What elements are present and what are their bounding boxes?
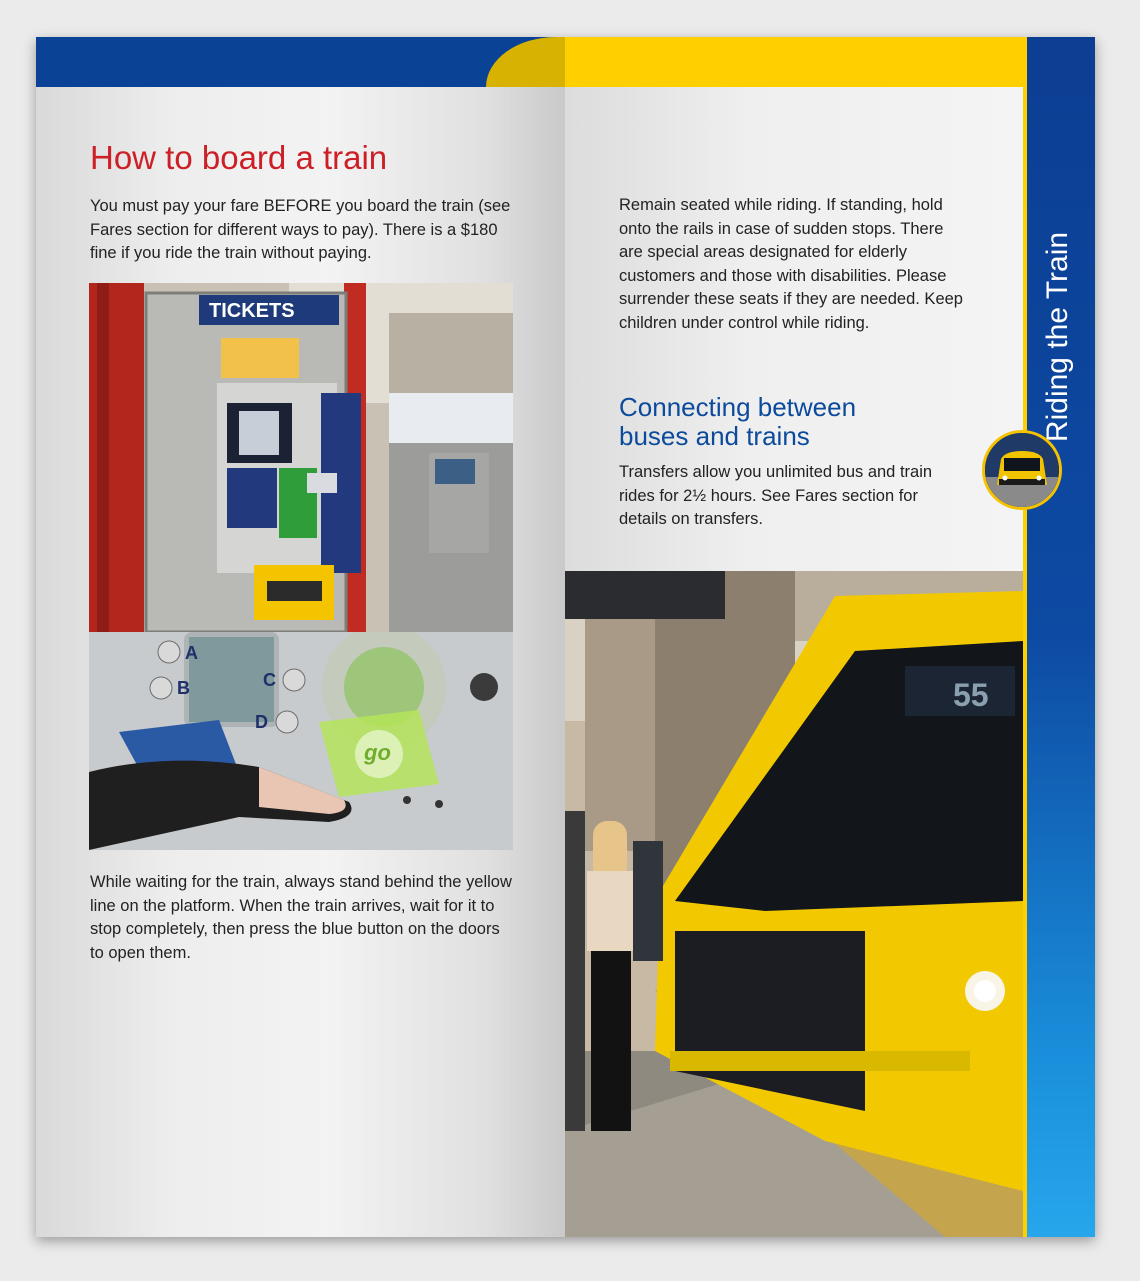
button-b-label: B [177,678,190,698]
page-title: How to board a train [90,139,388,176]
card-reader-photo [89,632,513,850]
tickets-sign: TICKETS [209,300,295,322]
riding-instructions-text: Remain seated while riding. If standing, hold onto the rails in case of sudden stops. There are special areas designated for elderly customers and those with disabilities. Please surrender these seats if they are needed. Keep children under control while riding. [619,196,963,332]
card-logo: go [364,740,391,765]
header-band-yellow [565,37,1026,87]
button-a-label: A [185,643,198,663]
side-tab-title: Riding the Train [1041,231,1074,443]
brochure-page [36,37,1095,1237]
side-tab [1027,37,1095,1237]
transfer-info-text: Transfers allow you unlimited bus and train rides for 2½ hours. See Fares section for details on transfers. [619,463,933,528]
train-badge-icon [982,430,1062,510]
button-d-label: D [255,712,268,732]
waiting-instructions-text: While waiting for the train, always stand behind the yellow line on the platform. When the train arrives, wait for it to stop completely, then press the blue button on the doors to open them. [90,873,512,962]
ticket-machine-photo [89,283,513,632]
light-rail-train-photo [565,571,1023,1237]
button-c-label: C [263,670,276,690]
section-heading-connecting: Connecting between buses and trains [619,392,857,451]
train-route-number: 55 [953,677,989,713]
fare-intro-text: You must pay your fare BEFORE you board the train (see Fares section for different ways to pay). There is a $180 fine if you ride the train without paying. [90,197,511,262]
